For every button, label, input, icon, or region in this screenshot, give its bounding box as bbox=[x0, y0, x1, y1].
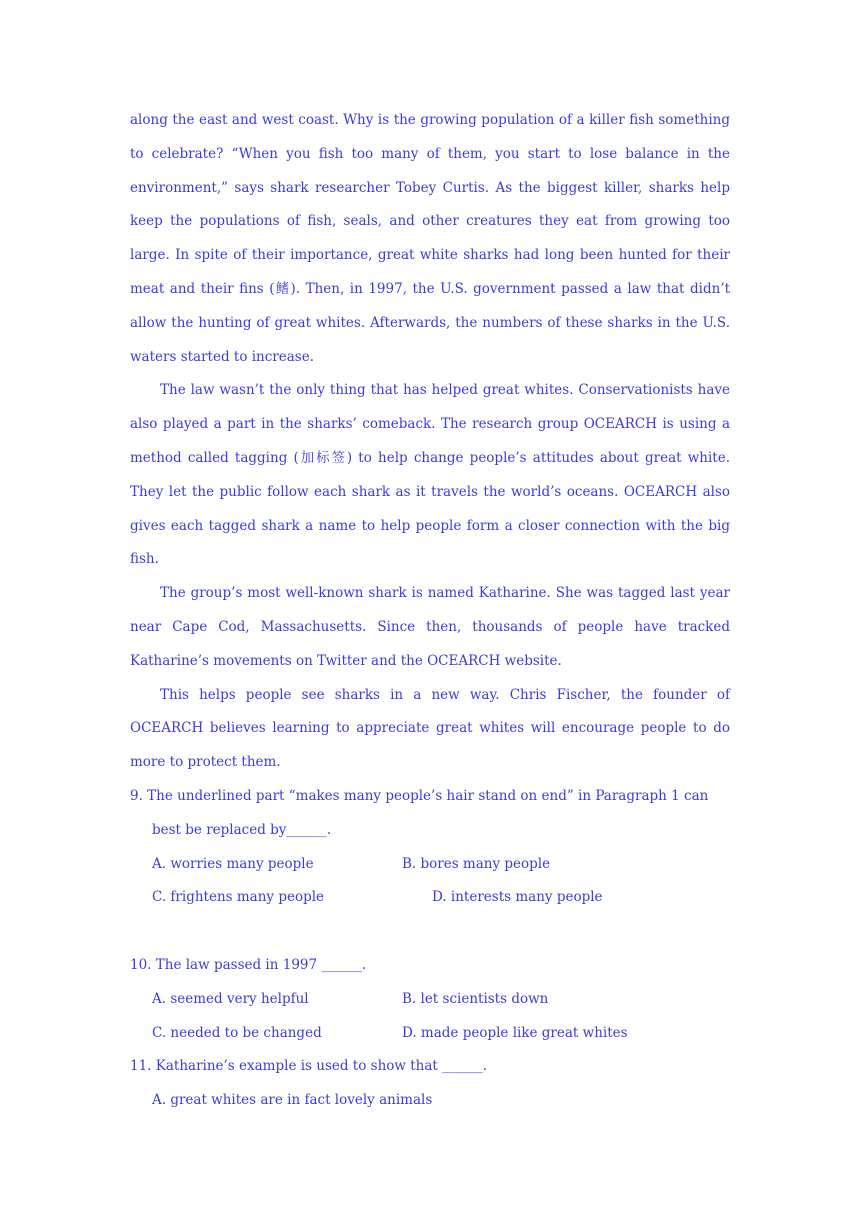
document-page bbox=[130, 104, 730, 1118]
question-11-options-row-1 bbox=[130, 1084, 730, 1118]
question-10-stem: 10. The law passed in 1997 ______. bbox=[130, 956, 367, 973]
question-11-option-a: A. great whites are in fact lovely animals bbox=[152, 1092, 433, 1109]
passage-paragraph-4: This helps people see sharks in a new way. Chris Fischer, the founder of OCEARCH believes learning to appreciate great whites will encourage people to do more to protect them. bbox=[130, 686, 730, 771]
question-9-options-row-2 bbox=[130, 881, 730, 915]
question-9-stem: 9. The underlined part “makes many people’s hair stand on end” in Paragraph 1 can best be replaced by______. bbox=[130, 787, 709, 838]
question-9-option-c: C. frightens many people bbox=[152, 889, 325, 906]
question-10-option-b: B. let scientists down bbox=[402, 990, 549, 1007]
passage-paragraph-3: The group’s most well-known shark is named Katharine. She was tagged last year near Cape Cod, Massachusetts. Since then, thousands of people have tracked Katharine’s movements on Twitter and the OCEARCH website. bbox=[130, 585, 730, 669]
passage-paragraph-1: along the east and west coast. Why is the growing population of a killer fish something to celebrate? “When you fish too many of them, you start to lose balance in the environment,” says shark researcher Tobey Curtis. As the biggest killer, sharks help keep the populations of fish, seals, and other creatures they eat from growing too large. In spite of their importance, great white sharks had long been hunted for their meat and their fins (鳍). Then, in 1997, the U.S. government passed a law that didn’t allow the hunting of great whites. Afterwards, the numbers of these sharks in the U.S. waters started to increase. bbox=[130, 112, 730, 365]
question-11 bbox=[130, 1050, 730, 1118]
spacer bbox=[130, 915, 730, 949]
question-10-option-a: A. seemed very helpful bbox=[152, 990, 309, 1007]
question-9 bbox=[130, 780, 730, 915]
passage-paragraph-2: The law wasn’t the only thing that has helped great whites. Conservationists have also played a part in the sharks’ comeback. The research group OCEARCH is using a method called tagging (加标签) to help change people’s attitudes about great white. They let the public follow each shark as it travels the world’s oceans. OCEARCH also gives each tagged shark a name to help people form a closer connection with the big fish. bbox=[130, 382, 730, 568]
question-10-option-d: D. made people like great whites bbox=[402, 1024, 628, 1041]
question-10-options-row-2 bbox=[130, 1017, 730, 1051]
question-10-options-row-1 bbox=[130, 983, 730, 1017]
question-9-option-a: A. worries many people bbox=[152, 855, 314, 872]
question-9-option-d: D. interests many people bbox=[432, 889, 603, 906]
question-11-stem: 11. Katharine’s example is used to show that ______. bbox=[130, 1058, 487, 1075]
question-10-option-c: C. needed to be changed bbox=[152, 1024, 322, 1041]
question-10 bbox=[130, 949, 730, 1050]
question-9-options-row-1 bbox=[130, 848, 730, 882]
question-9-option-b: B. bores many people bbox=[402, 855, 551, 872]
